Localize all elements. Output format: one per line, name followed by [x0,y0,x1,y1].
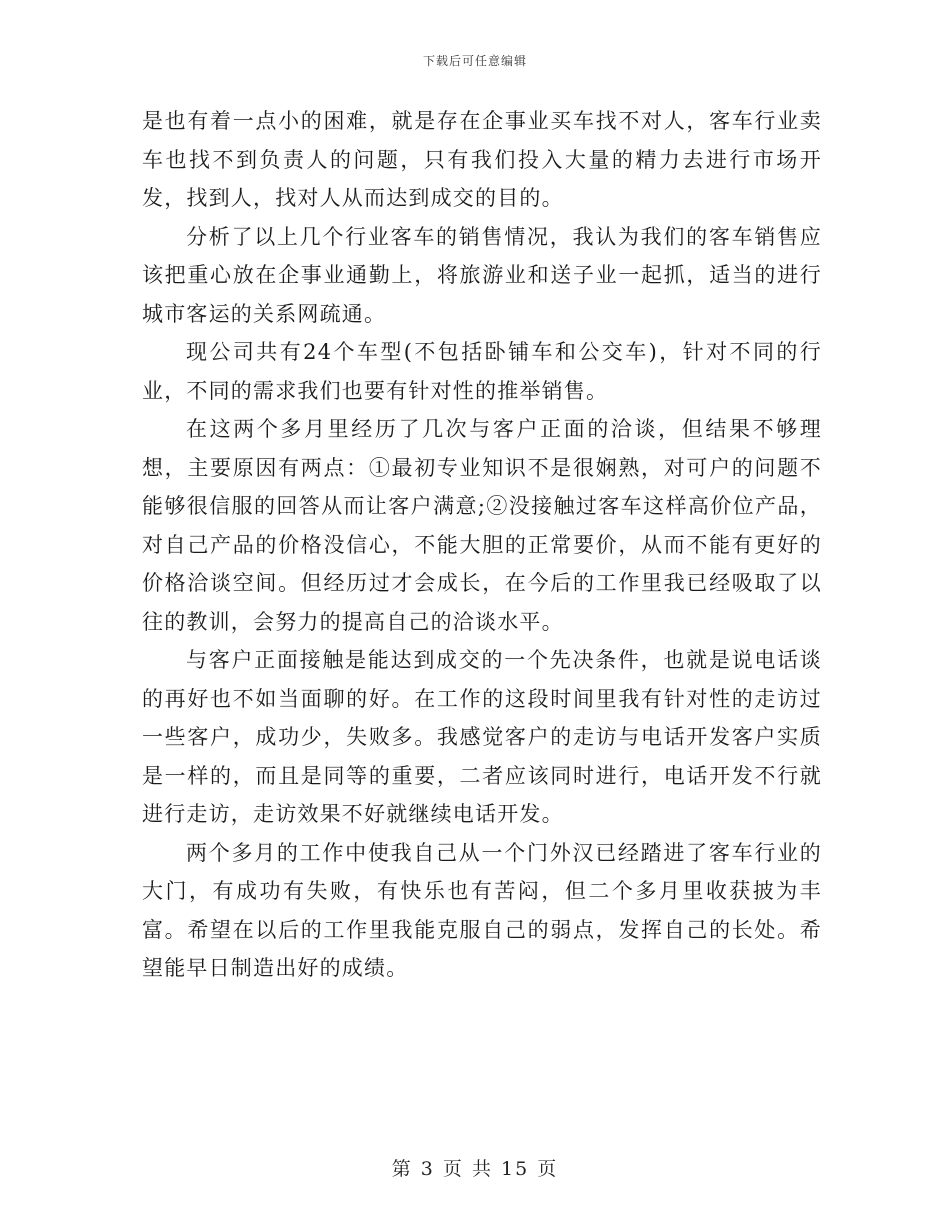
paragraph-3: 现公司共有24个车型(不包括卧铺车和公交车)，针对不同的行业，不同的需求我们也要有针对性的推举销售。 [142,340,822,403]
paragraph-4: 在这两个多月里经历了几次与客户正面的洽谈，但结果不够理想，主要原因有两点：①最初专业知识不是很娴熟，对可户的问题不能够很信服的回答从而让客户满意;②没接触过客车这样高价位产品，对自己产品的价格没信心，不能大胆的正常要价，从而不能有更好的价格洽谈空间。但经历过才会成长，在今后的工作里我已经吸取了以往的教训，会努力的提高自己的洽谈水平。 [142,417,822,634]
page-footer: 第 3 页 共 15 页 [391,1158,559,1180]
page-header: 下载后可任意编辑 [422,54,527,68]
document-body [142,102,822,988]
paragraph-1: 是也有着一点小的困难，就是存在企事业买车找不对人，客车行业卖车也找不到负责人的问题，只有我们投入大量的精力去进行市场开发，找到人，找对人从而达到成交的目的。 [142,109,822,210]
paragraph-2: 分析了以上几个行业客车的销售情况，我认为我们的客车销售应该把重心放在企事业通勤上，将旅游业和送子业一起抓，适当的进行城市客运的关系网疏通。 [142,224,822,326]
paragraph-5: 与客户正面接触是能达到成交的一个先决条件，也就是说电话谈的再好也不如当面聊的好。在工作的这段时间里我有针对性的走访过一些客户，成功少，失败多。我感觉客户的走访与电话开发客户实质是一样的，而且是同等的重要，二者应该同时进行，电话开发不行就进行走访，走访效果不好就继续电话开发。 [142,648,822,826]
paragraph-6: 两个多月的工作中使我自己从一个门外汉已经踏进了客车行业的大门，有成功有失败，有快乐也有苦闷，但二个多月里收获披为丰富。希望在以后的工作里我能克服自己的弱点，发挥自己的长处。希望能早日制造出好的成绩。 [142,840,822,980]
